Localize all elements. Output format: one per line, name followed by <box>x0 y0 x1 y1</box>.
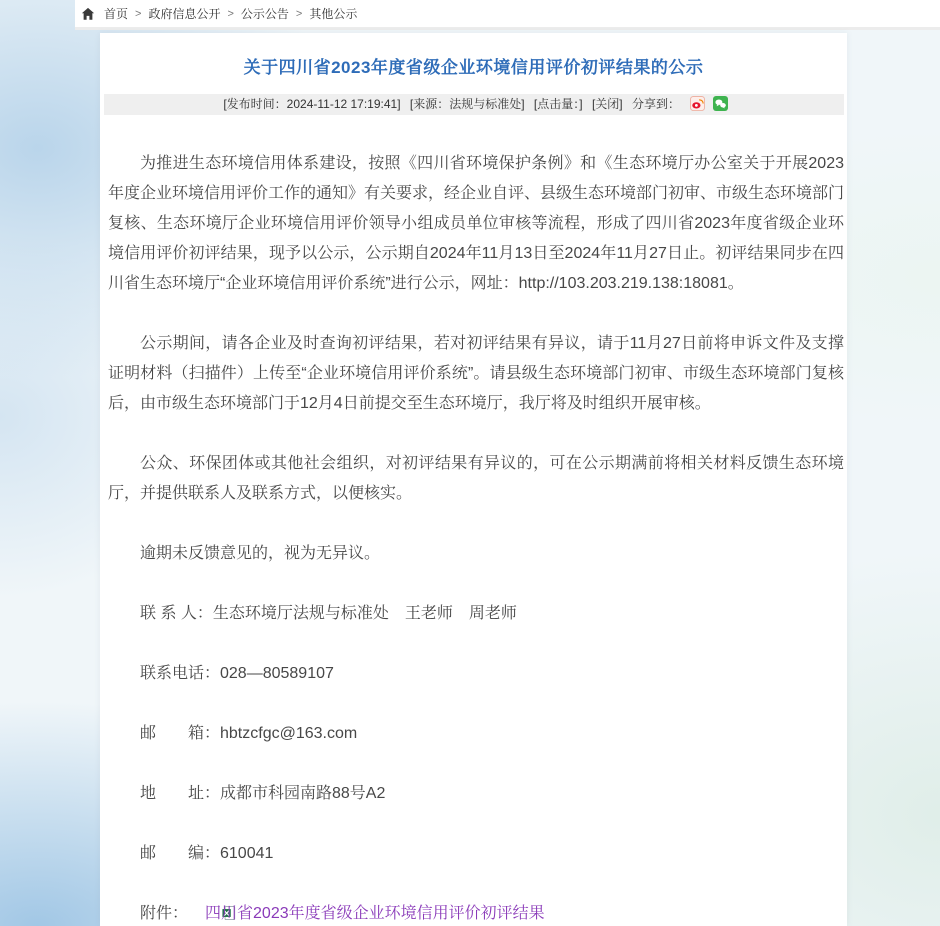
attachment-label: 附件： <box>140 905 189 922</box>
breadcrumb-separator: > <box>227 7 234 20</box>
wechat-icon[interactable] <box>713 96 728 111</box>
article-content <box>100 115 847 926</box>
contact-email-line: 邮 箱：hbtzcfgc@163.com <box>140 725 358 742</box>
excel-file-icon <box>190 901 204 915</box>
close-button[interactable]: [关闭] <box>591 97 623 111</box>
contact-phone-line: 联系电话：028—80589107 <box>140 665 334 682</box>
attachment-row <box>108 899 844 926</box>
breadcrumb <box>75 0 940 30</box>
breadcrumb-separator: > <box>295 7 303 20</box>
publish-time: [发布时间：2024-11-12 17:19:41] <box>223 97 401 111</box>
paragraph-3: 公众、环保团体或其他社会组织，对初评结果有异议的，可在公示期满前将相关材料反馈生态环境厅，并提供联系人及联系方式，以便核实。 <box>108 455 844 502</box>
contact-address-line: 地 址：成都市科园南路88号A2 <box>140 785 386 802</box>
article-source: [来源：法规与标准处] <box>409 97 525 111</box>
contact-person-line: 联 系 人：生态环境厅法规与标准处 王老师 周老师 <box>140 605 517 622</box>
postal-code-line: 邮 编：610041 <box>140 845 274 862</box>
breadcrumb-item-notices[interactable]: 公示公告 <box>240 7 289 21</box>
hit-count: [点击量：] <box>533 97 583 111</box>
breadcrumb-item-other-notices[interactable]: 其他公示 <box>309 7 358 21</box>
paragraph-2: 公示期间，请各企业及时查询初评结果，若对初评结果有异议，请于11月27日前将申诉文件及支撑证明材料（扫描件）上传至“企业环境信用评价系统”。请县级生态环境部门初审、市级生态环境部门复核后，由市级生态环境部门于12月4日前提交至生态环境厅，我厅将及时组织开展审核。 <box>108 335 844 412</box>
breadcrumb-item-home[interactable]: 首页 <box>104 7 129 21</box>
article-card <box>100 33 847 926</box>
attachment-link[interactable]: 四川省2023年度省级企业环境信用评价初评结果 <box>205 905 545 922</box>
meta-bar <box>104 94 844 115</box>
breadcrumb-separator: > <box>135 7 142 20</box>
breadcrumb-item-gov-info[interactable]: 政府信息公开 <box>148 7 221 21</box>
paragraph-1: 为推进生态环境信用体系建设，按照《四川省环境保护条例》和《生态环境厅办公室关于开展2023年度企业环境信用评价工作的通知》有关要求，经企业自评、县级生态环境部门初审、市级生态环境部门复核、生态环境厅企业环境信用评价领导小组成员单位审核等流程，形成了四川省2023年度省级企业环境信用评价初评结果，现予以公示，公示期自2024年11月13日至2024年11月27日止。初评结果同步在四川省生态环境厅“企业环境信用评价系统”进行公示，网址：http://103.203.219.138:18081。 <box>108 155 845 292</box>
weibo-icon[interactable] <box>690 96 705 111</box>
page-title: 关于四川省2023年度省级企业环境信用评价初评结果的公示 <box>243 58 704 77</box>
share-label: 分享到： <box>631 97 680 111</box>
home-icon <box>81 7 95 21</box>
paragraph-4: 逾期未反馈意见的，视为无异议。 <box>140 545 381 562</box>
